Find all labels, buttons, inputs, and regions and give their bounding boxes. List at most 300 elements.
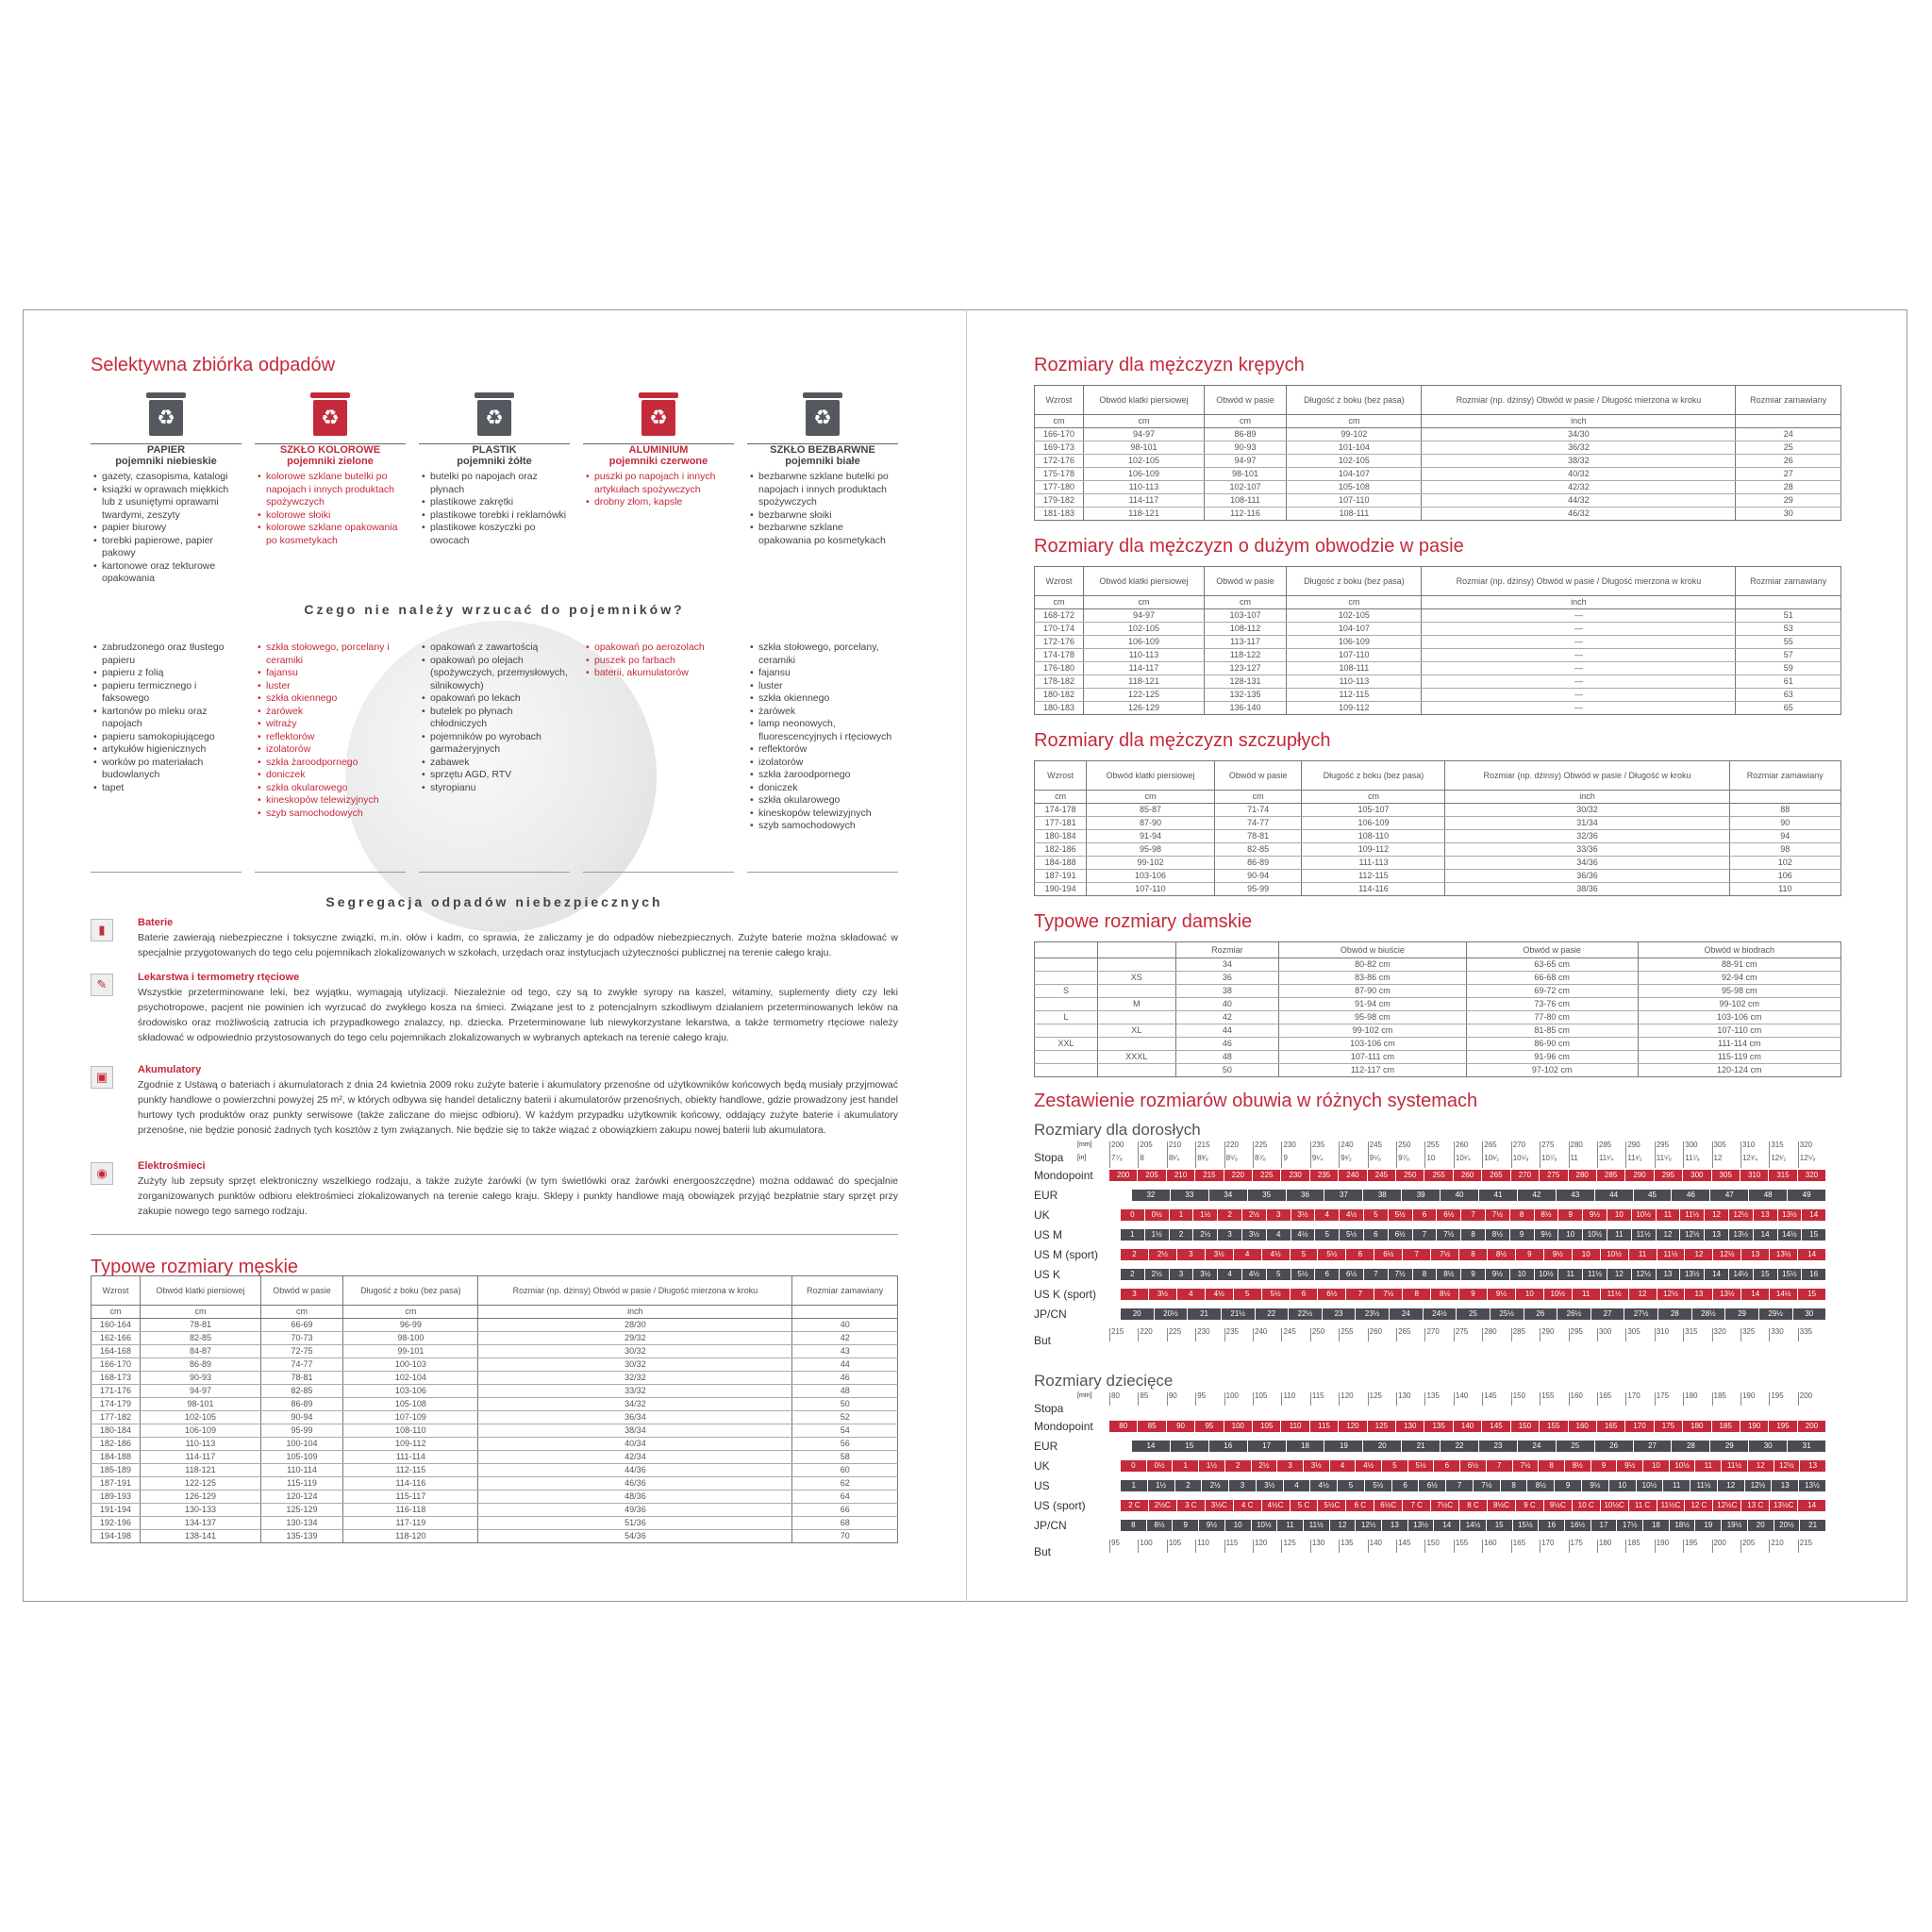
column-header: Rozmiar	[1175, 942, 1279, 958]
size-cell: 15	[1754, 1269, 1778, 1280]
table-cell: 104-107	[1287, 623, 1422, 636]
size-cell: 30	[1749, 1441, 1788, 1452]
list-item: • kineskopów telewizyjnych	[758, 808, 898, 821]
ruler-tick: 265	[1482, 1141, 1510, 1155]
table-cell: 118-120	[343, 1530, 478, 1543]
table-cell: 112-115	[1287, 689, 1422, 702]
table-cell: 106-109	[1084, 636, 1205, 649]
recycle-bin-icon	[475, 392, 514, 436]
table-cell: 38/32	[1422, 455, 1736, 468]
bin-name: PAPIER	[91, 443, 242, 456]
size-cell: 7½	[1374, 1289, 1403, 1300]
list-item: • szkła żaroodpornego	[266, 757, 406, 770]
unit-cell: inch	[478, 1306, 792, 1319]
size-cell: 5	[1291, 1249, 1319, 1260]
table-cell: 109-112	[1302, 843, 1445, 857]
dont-col-2	[419, 641, 570, 833]
table-cell: 130-134	[260, 1517, 342, 1530]
size-cell: 1	[1173, 1460, 1199, 1472]
list-item: • doniczek	[266, 769, 406, 782]
table-cell: 40/34	[478, 1438, 792, 1451]
size-cell: 12	[1330, 1520, 1357, 1531]
ruler-tick: 290	[1540, 1328, 1568, 1341]
table-cell: 106	[1729, 870, 1840, 883]
table-cell: 108-112	[1204, 623, 1286, 636]
table-cell: 105-108	[343, 1398, 478, 1411]
size-cell: 2	[1170, 1229, 1194, 1241]
table-cell: 184-188	[92, 1451, 141, 1464]
ruler-tick: 215	[1109, 1328, 1138, 1341]
table-cell: 32/32	[478, 1372, 792, 1385]
table-cell: 34/30	[1422, 428, 1736, 441]
column-header: Długość z boku (bez pasa)	[1302, 761, 1445, 791]
table-cell: 108-110	[343, 1424, 478, 1438]
list-item: • szyb samochodowych	[758, 820, 898, 833]
size-cell: 8	[1510, 1209, 1535, 1221]
size-cell: 4½	[1242, 1269, 1267, 1280]
size-cell: 195	[1769, 1421, 1797, 1432]
table-cell: 66	[792, 1504, 898, 1517]
size-cell: 200	[1109, 1170, 1138, 1181]
table-cell: 34/36	[1445, 857, 1729, 870]
column-header: Długość z boku (bez pasa)	[1287, 386, 1422, 415]
dont-items	[255, 641, 406, 820]
size-cell: 1	[1170, 1209, 1194, 1221]
size-cell: 14½	[1778, 1229, 1803, 1241]
table-cell: 192-196	[92, 1517, 141, 1530]
table-cell: 172-176	[1035, 455, 1084, 468]
size-cell: 7	[1413, 1229, 1438, 1241]
ruler-tick: 295	[1569, 1328, 1597, 1341]
list-item: • reflektorów	[758, 743, 898, 757]
size-cell: 49	[1788, 1190, 1826, 1201]
table-cell: 177-180	[1035, 481, 1084, 494]
size-cell: 10½	[1632, 1209, 1657, 1221]
letter-size-cell: S	[1035, 985, 1098, 998]
size-cell: 46	[1672, 1190, 1710, 1201]
list-item: • opakowań po lekach	[430, 692, 570, 706]
size-cell: 29	[1710, 1441, 1749, 1452]
size-cell: 90	[1167, 1421, 1195, 1432]
size-cell: 27	[1591, 1308, 1625, 1320]
size-cell: 23	[1323, 1308, 1357, 1320]
bin-lid	[310, 392, 350, 398]
letter-size-cell	[1098, 1011, 1176, 1024]
size-cell: 7	[1446, 1480, 1474, 1491]
ruler-tick: 310	[1740, 1141, 1769, 1155]
list-item: • bezbarwne słoiki	[758, 509, 898, 523]
table-cell: 86-89	[1214, 857, 1302, 870]
unit-cell: cm	[1287, 596, 1422, 609]
size-cell: 14	[1754, 1229, 1778, 1241]
size-cell: 10 C	[1573, 1500, 1601, 1511]
list-item: • żarówek	[266, 706, 406, 719]
table-cell: 164-168	[92, 1345, 141, 1358]
size-cell: 245	[1368, 1170, 1396, 1181]
table-row	[1035, 675, 1841, 689]
size-cell: 2½	[1145, 1269, 1170, 1280]
table-cell: 64	[792, 1491, 898, 1504]
table-cell: 187-191	[92, 1477, 141, 1491]
ruler-tick: 320	[1712, 1328, 1740, 1341]
list-item: • kineskopów telewizyjnych	[266, 794, 406, 808]
adult-shoe-chart	[1034, 1141, 1841, 1368]
size-cell: 285	[1597, 1170, 1625, 1181]
ruler-tick: 305	[1712, 1141, 1740, 1155]
letter-size-cell: XS	[1098, 972, 1176, 985]
size-cell: 8	[1539, 1460, 1565, 1472]
shoe-system-label: JP/CN	[1034, 1519, 1067, 1532]
table-cell: 110-113	[141, 1438, 261, 1451]
table-cell: 82-85	[141, 1332, 261, 1345]
bin-lid	[803, 392, 842, 398]
table-cell: 74-77	[260, 1358, 342, 1372]
table-cell: 125-129	[260, 1504, 342, 1517]
size-cell: 8	[1459, 1249, 1488, 1260]
table-cell: 90-94	[1214, 870, 1302, 883]
size-cell: 11½	[1722, 1460, 1748, 1472]
size-cell: 8½	[1535, 1209, 1559, 1221]
list-item: • żarówek	[758, 706, 898, 719]
size-cell: 11	[1573, 1289, 1601, 1300]
table-cell: 112-115	[343, 1464, 478, 1477]
size-cell: 12½	[1657, 1289, 1686, 1300]
size-cell: 22	[1256, 1308, 1290, 1320]
table-cell: 42/32	[1422, 481, 1736, 494]
table-row	[1035, 494, 1841, 508]
table-cell: 182-186	[92, 1438, 141, 1451]
size-cell: 8	[1461, 1229, 1486, 1241]
size-cell: 11	[1629, 1249, 1657, 1260]
unit-cell: cm	[1214, 791, 1302, 804]
table-cell: 95-98 cm	[1279, 1011, 1467, 1024]
table-cell: 44/32	[1422, 494, 1736, 508]
table-row	[1035, 636, 1841, 649]
shoe-size-bar	[1121, 1269, 1826, 1280]
ruler-tick: 195	[1769, 1392, 1797, 1406]
ruler-tick: 10¹⁄₄	[1454, 1155, 1482, 1168]
size-cell: 4	[1177, 1289, 1206, 1300]
table-cell: 113-117	[1204, 636, 1286, 649]
ruler-tick: 125	[1368, 1392, 1396, 1406]
list-item: • luster	[758, 680, 898, 693]
size-cell: 0½	[1145, 1209, 1170, 1221]
size-cell: 6½	[1389, 1229, 1413, 1241]
size-cell: 6½	[1318, 1289, 1346, 1300]
ruler-tick: 135	[1424, 1392, 1453, 1406]
waste-title: Selektywna zbiórka odpadów	[91, 355, 336, 375]
size-cell: 41	[1479, 1190, 1518, 1201]
table-cell: 126-129	[141, 1491, 261, 1504]
shoe-size-bar	[1132, 1190, 1826, 1201]
size-cell: 6½C	[1374, 1500, 1403, 1511]
ruler-tick: 120	[1339, 1392, 1367, 1406]
size-cell: 10½	[1601, 1249, 1629, 1260]
size-cell: 12½C	[1713, 1500, 1741, 1511]
list-item: • doniczek	[758, 782, 898, 795]
size-cell: 170	[1625, 1421, 1654, 1432]
table-cell: 31/34	[1445, 817, 1729, 830]
letter-size-cell: XXXL	[1098, 1051, 1176, 1064]
ruler-tick: 335	[1798, 1328, 1826, 1341]
table-row	[92, 1424, 898, 1438]
size-cell: 13	[1657, 1269, 1681, 1280]
table-cell: 56	[792, 1438, 898, 1451]
size-cell: 4 C	[1234, 1500, 1262, 1511]
table-cell: 70	[792, 1530, 898, 1543]
size-cell: 19	[1324, 1441, 1363, 1452]
bin-subtitle: pojemniki żółte	[457, 456, 532, 467]
list-item: • kartonowe oraz tekturowe opakowania	[102, 560, 242, 586]
size-cell: 12½	[1356, 1520, 1382, 1531]
list-item: • kolorowe szklane opakowania po kosmetykach	[266, 522, 406, 547]
size-cell: 14	[1741, 1289, 1770, 1300]
size-cell: 20	[1121, 1308, 1155, 1320]
list-item: • szkła stołowego, porcelany, ceramiki	[758, 641, 898, 667]
size-cell: 24	[1390, 1308, 1424, 1320]
table-row	[1035, 817, 1841, 830]
ruler-tick: 8	[1138, 1155, 1166, 1168]
table-cell: 100-104	[260, 1438, 342, 1451]
size-cell: 230	[1281, 1170, 1309, 1181]
kids-shoe-chart	[1034, 1392, 1841, 1581]
size-cell: 6	[1291, 1289, 1319, 1300]
table-row	[1035, 1011, 1841, 1024]
size-cell: 135	[1424, 1421, 1453, 1432]
adult-shoes-title: Rozmiary dla dorosłych	[1034, 1121, 1201, 1139]
table-cell: 110-113	[1287, 675, 1422, 689]
table-row	[1035, 649, 1841, 662]
ruler-tick: 80	[1109, 1392, 1138, 1406]
table-cell: 174-179	[92, 1398, 141, 1411]
size-cell: 8½	[1488, 1249, 1516, 1260]
letter-size-cell: L	[1035, 1011, 1098, 1024]
column-header: Obwód w pasie	[1214, 761, 1302, 791]
size-cell: 2½	[1242, 1209, 1267, 1221]
table-row	[92, 1504, 898, 1517]
table-cell: 87-90 cm	[1279, 985, 1467, 998]
table-cell: 65	[1736, 702, 1841, 715]
table-cell: 194-198	[92, 1530, 141, 1543]
table-cell: 82-85	[1214, 843, 1302, 857]
table-cell: 138-141	[141, 1530, 261, 1543]
list-item: • fajansu	[266, 667, 406, 680]
table-cell: 118-121	[141, 1464, 261, 1477]
size-cell: 4	[1267, 1229, 1291, 1241]
shoe-system-label: US (sport)	[1034, 1499, 1086, 1512]
table-cell: 169-173	[1035, 441, 1084, 455]
list-item: • szkła żaroodpornego	[758, 769, 898, 782]
table-cell: 54/36	[478, 1530, 792, 1543]
table-cell: 46	[792, 1372, 898, 1385]
size-cell: 10½	[1670, 1460, 1696, 1472]
ruler-tick: 225	[1253, 1141, 1281, 1155]
size-cell: 7	[1461, 1209, 1486, 1221]
ruler-tick: 140	[1454, 1392, 1482, 1406]
list-item: • szkła okiennego	[266, 692, 406, 706]
size-cell: 14	[1798, 1249, 1826, 1260]
ruler-tick: 10⁵⁄₈	[1511, 1155, 1540, 1168]
kids-shoes-title: Rozmiary dziecięce	[1034, 1372, 1174, 1390]
size-cell: 22	[1441, 1441, 1479, 1452]
size-cell: 255	[1424, 1170, 1453, 1181]
shoes-title: Zestawienie rozmiarów obuwia w różnych systemach	[1034, 1091, 1478, 1111]
table-cell: 115-119	[260, 1477, 342, 1491]
table-cell: 128-131	[1204, 675, 1286, 689]
table-cell: 190-194	[1035, 883, 1087, 896]
size-cell: 28	[1672, 1441, 1710, 1452]
size-cell: 6½	[1374, 1249, 1403, 1260]
letter-size-cell	[1035, 1024, 1098, 1038]
bin-3	[583, 392, 734, 586]
size-cell: 7½	[1474, 1480, 1501, 1491]
table-cell: 95-98	[1087, 843, 1214, 857]
table-row	[92, 1372, 898, 1385]
mm-unit-label: [mm]	[1077, 1392, 1092, 1399]
table-row	[92, 1491, 898, 1504]
column-header: Obwód w pasie	[1466, 942, 1638, 958]
table-cell: 58	[792, 1451, 898, 1464]
recycle-icon: ♻	[477, 400, 511, 436]
table-cell: 179-182	[1035, 494, 1084, 508]
shoe-size-bar	[1121, 1480, 1826, 1491]
ruler-tick: 240	[1339, 1141, 1367, 1155]
stocky-table	[1034, 385, 1841, 521]
size-cell: 11 C	[1629, 1500, 1657, 1511]
size-cell: 3	[1267, 1209, 1291, 1221]
list-item: • izolatorów	[266, 743, 406, 757]
list-item: • kartonów po mleku oraz napojach	[102, 706, 242, 731]
table-row	[1035, 468, 1841, 481]
shoe-system-label: US	[1034, 1479, 1050, 1492]
big-waist-title: Rozmiary dla mężczyzn o dużym obwodzie w pasie	[1034, 536, 1464, 557]
bin-1	[255, 392, 406, 586]
list-item: • plastikowe koszyczki po owocach	[430, 522, 570, 547]
size-cell: 10	[1510, 1269, 1535, 1280]
ruler-tick: 115	[1310, 1392, 1339, 1406]
size-cell: 2½	[1252, 1460, 1278, 1472]
size-cell: 9½	[1582, 1480, 1609, 1491]
list-item: • szkła okularowego	[266, 782, 406, 795]
size-cell: 10	[1643, 1460, 1670, 1472]
table-cell: 114-117	[1084, 494, 1205, 508]
table-cell: 122-125	[1084, 689, 1205, 702]
size-cell: 6	[1392, 1480, 1420, 1491]
table-cell: 103-106 cm	[1638, 1011, 1840, 1024]
table-cell: 171-176	[92, 1385, 141, 1398]
column-header: Rozmiar zamawiany	[1729, 761, 1840, 791]
ruler-tick: 285	[1511, 1328, 1540, 1341]
table-cell: 62	[792, 1477, 898, 1491]
table-cell: 162-166	[92, 1332, 141, 1345]
letter-size-cell	[1035, 1064, 1098, 1077]
size-cell: 14	[1434, 1520, 1460, 1531]
table-cell: 115-119 cm	[1638, 1051, 1840, 1064]
table-cell: 105-109	[260, 1451, 342, 1464]
size-cell: 3	[1121, 1289, 1149, 1300]
size-cell: 15	[1802, 1229, 1826, 1241]
size-cell: 15	[1487, 1520, 1513, 1531]
table-cell: 92-94 cm	[1638, 972, 1840, 985]
ruler-tick: 155	[1540, 1392, 1568, 1406]
size-cell: 2½	[1193, 1229, 1218, 1241]
bin-items	[91, 471, 242, 586]
column-header: Obwód w biodrach	[1638, 942, 1840, 958]
list-item: • luster	[266, 680, 406, 693]
list-item: • pojemników po wyrobach garmażeryjnych	[430, 731, 570, 757]
size-cell: 10	[1558, 1229, 1583, 1241]
table-row	[92, 1517, 898, 1530]
ruler-tick: 290	[1625, 1141, 1654, 1155]
ruler-tick: 250	[1396, 1141, 1424, 1155]
ruler-tick: 120	[1253, 1540, 1281, 1553]
list-item: • szkła okiennego	[758, 692, 898, 706]
table-cell: 102-104	[343, 1372, 478, 1385]
table-cell: 168-173	[92, 1372, 141, 1385]
letter-size-cell	[1098, 1064, 1176, 1077]
ruler-tick: 295	[1655, 1141, 1683, 1155]
size-cell: 13	[1685, 1289, 1713, 1300]
table-cell: 87-90	[1087, 817, 1214, 830]
table-cell: 184-188	[1035, 857, 1087, 870]
ruler-tick: 11⁵⁄₈	[1655, 1155, 1683, 1168]
table-cell: 108-111	[1287, 662, 1422, 675]
mm-ruler	[1109, 1141, 1826, 1155]
size-cell: 29	[1725, 1308, 1759, 1320]
table-cell: 180-182	[1035, 689, 1084, 702]
hazard-3	[91, 1158, 898, 1219]
table-row	[1035, 1024, 1841, 1038]
table-cell: 102	[1729, 857, 1840, 870]
list-item: • drobny złom, kapsle	[594, 496, 734, 509]
stocky-title: Rozmiary dla mężczyzn krępych	[1034, 355, 1305, 375]
table-row	[92, 1319, 898, 1332]
list-item: • butelek po płynach chłodniczych	[430, 706, 570, 731]
size-cell: 3½C	[1206, 1500, 1234, 1511]
table-cell: 78-81	[1214, 830, 1302, 843]
size-cell: 44	[1595, 1190, 1634, 1201]
size-cell: 9	[1173, 1520, 1199, 1531]
size-cell: 315	[1769, 1170, 1797, 1181]
but-ruler	[1109, 1328, 1826, 1341]
hazard-text: Zgodnie z Ustawą o bateriach i akumulatorach z dnia 24 kwietnia 2009 roku zużyte baterie i akumulatory przenośne od użytkowników końcowych będą musiały przyjmować punkty handlowe o powierzchni powyżej 25 m², w których odbywa się handel detaliczny baterii i akumulatorów przenośnych, obiekty handlowe, gdzie prowadzony jest handel hurtowy tych produktów oraz punkty serwisowe (także zaliczane do miejsc odbioru). W każdym przypadku użytkownik końcowy, oddający zużyte baterie i akumulatory przenośne, nie będzie ponosić żadnych tych kosztów z tym związanych. Nie będzie się to także wiązać z obowiązkiem zakupu nowej baterii lub akumulatora.	[138, 1079, 898, 1136]
hazard-title: Baterie	[138, 917, 174, 928]
size-cell: 18½	[1670, 1520, 1696, 1531]
recycle-bin-icon	[639, 392, 678, 436]
table-cell: 122-125	[141, 1477, 261, 1491]
table-cell: 185-189	[92, 1464, 141, 1477]
hazard-text: Wszystkie przeterminowane leki, bez wyjątku, wymagają utylizacji. Niezależnie od tego, czy są to zwykłe syropy na kaszel, witaminy, suplementy diety czy leki psychotropowe, pacjent nie powinien ich wyrzucać do zwykłego kosza na śmieci. Związane jest to z potencjalnym szkodliwym działaniem przeterminowanych leków na środowisko oraz możliwością zatrucia ich przypadkowego znalazcy, np. dziecka. Przeterminowane lub niewykorzystane lekarstwa, a także termometry rtęciowe należy składować w odpowiednio przystosowanych do tego celu pojemnikach zlokalizowanych w wybranych aptekach na terenie całego kraju.	[138, 987, 898, 1043]
ruler-tick: 12¹⁄₄	[1740, 1155, 1769, 1168]
ruler-tick: 140	[1368, 1540, 1396, 1553]
list-item: • szyb samochodowych	[266, 808, 406, 821]
size-cell: 5	[1338, 1480, 1365, 1491]
size-cell: 205	[1138, 1170, 1166, 1181]
size-cell: 7	[1487, 1460, 1513, 1472]
table-cell: 174-178	[1035, 649, 1084, 662]
mm-ruler	[1109, 1392, 1826, 1406]
size-cell: 3	[1218, 1229, 1242, 1241]
but-label: But	[1034, 1545, 1052, 1558]
unit-cell: inch	[1422, 596, 1736, 609]
size-cell: 3½	[1242, 1229, 1267, 1241]
ruler-tick: 275	[1540, 1141, 1568, 1155]
table-cell: 61	[1736, 675, 1841, 689]
bin-lid	[639, 392, 678, 398]
size-cell: 9½	[1535, 1229, 1559, 1241]
ruler-tick: 185	[1625, 1540, 1654, 1553]
ruler-tick: 235	[1310, 1141, 1339, 1155]
